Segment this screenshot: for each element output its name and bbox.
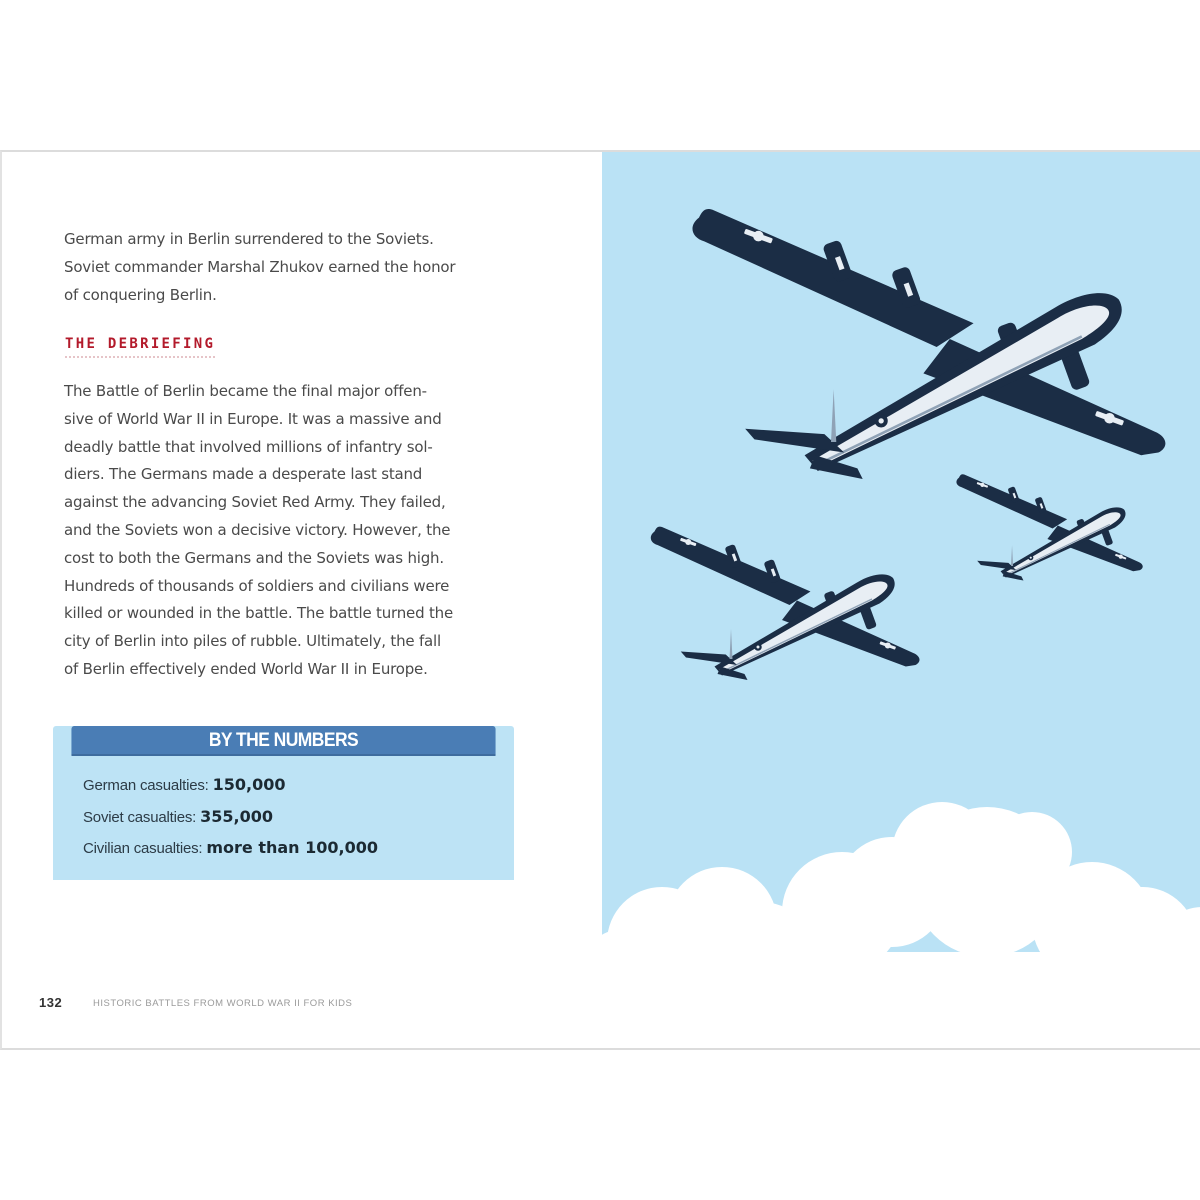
text-line: of conquering Berlin. [64,285,217,304]
by-the-numbers-title: BY THE NUMBERS [71,726,495,756]
bombers-illustration [602,152,1200,1048]
casualty-row-soviet [83,802,514,834]
intro-paragraph [64,226,514,309]
text-line: deadly battle that involved millions of infantry sol- [64,437,433,456]
bomber-aircraft-small [956,474,1142,580]
page-number: 132 [39,995,63,1010]
text-line: of Berlin effectively ended World War II in Europe. [64,659,428,678]
casualty-row-civilian [83,833,514,865]
text-line: Soviet commander Marshal Zhukov earned the honor [64,257,456,276]
section-heading: THE DEBRIEFING [65,336,215,358]
by-the-numbers-box [53,726,514,880]
casualty-value: more than 100,000 [206,838,379,857]
text-line: and the Soviets won a decisive victory. However, the [64,520,451,539]
text-line: against the advancing Soviet Red Army. They failed, [64,493,446,512]
book-spread [0,150,1200,1050]
casualty-label: Civilian casualties: [83,840,207,857]
casualty-value: 150,000 [212,775,286,794]
casualty-row-german [83,770,514,802]
text-line: city of Berlin into piles of rubble. Ultimately, the fall [64,632,441,651]
casualty-label: Soviet casualties: [83,808,201,826]
casualty-label: German casualties: [83,777,213,794]
right-page-illustration [602,152,1200,1048]
bomber-aircraft-large [692,209,1165,479]
text-line: sive of World War II in Europe. It was a massive and [64,409,442,428]
text-line: The Battle of Berlin became the final major offen- [64,382,427,400]
text-line: German army in Berlin surrendered to the Soviets. [64,230,434,248]
bomber-aircraft-left [651,527,920,680]
left-page [2,152,602,1048]
text-line: cost to both the Germans and the Soviets was high. [64,548,444,567]
casualty-value: 355,000 [200,806,273,826]
running-title: HISTORIC BATTLES FROM WORLD WAR II FOR KIDS [93,998,353,1009]
text-line: Hundreds of thousands of soldiers and civilians were [64,576,450,595]
clouds [602,802,1200,1048]
text-line: killed or wounded in the battle. The battle turned the [64,604,453,623]
debriefing-paragraph [64,378,514,684]
casualty-list [53,756,514,865]
text-line: diers. The Germans made a desperate last stand [64,465,423,484]
